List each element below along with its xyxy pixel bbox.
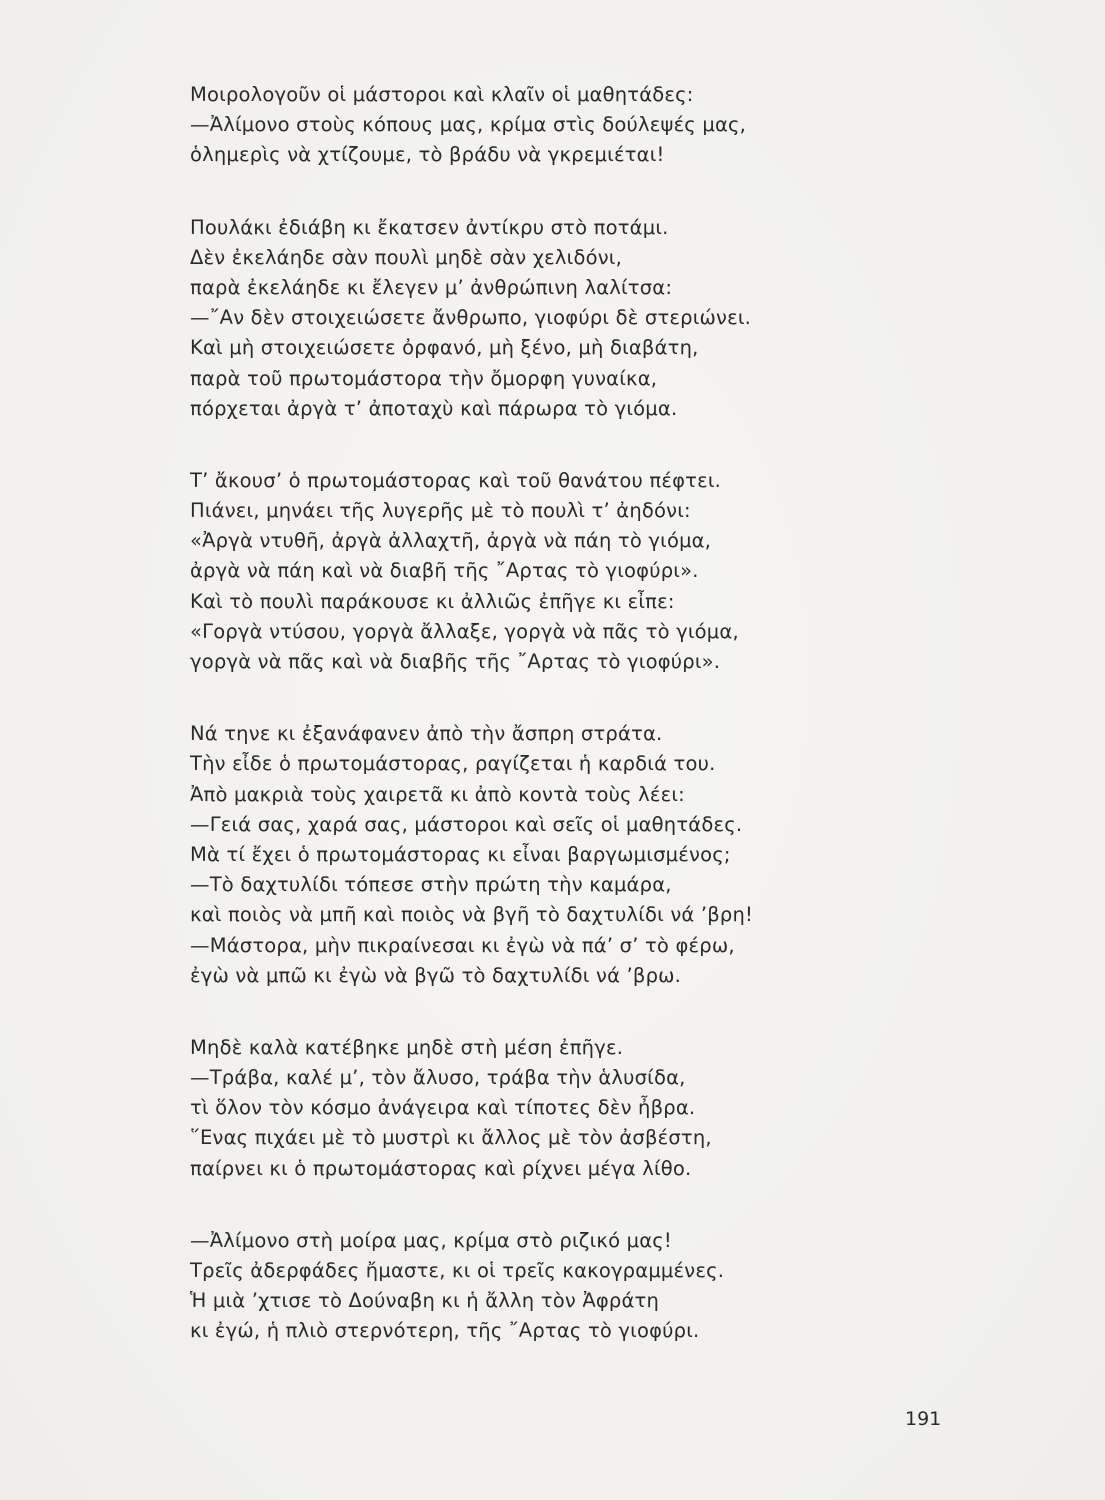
verse-line: παρὰ ἐκελάηδε κι ἔλεγεν μ’ ἀνθρώπινη λαλίτσα: — [190, 275, 673, 299]
verse-line: Μὰ τί ἔχει ὁ πρωτομάστορας κι εἶναι βαργωμισμένος; — [190, 842, 731, 866]
verse-line: Δὲν ἐκελάηδε σὰν πουλὶ μηδὲ σὰν χελιδόνι, — [190, 245, 622, 269]
verse-line: καὶ ποιὸς νὰ μπῆ καὶ ποιὸς νὰ βγῆ τὸ δαχτυλίδι νά ’βρη! — [190, 903, 754, 927]
verse-line: ἀργὰ νὰ πάη καὶ νὰ διαβῆ τῆς ῎Αρτας τὸ γιοφύρι». — [190, 559, 699, 583]
verse-line: Μοιρολογοῦν οἱ μάστοροι καὶ κλαῖν οἱ μαθητάδες: — [190, 83, 694, 106]
verse-line: ὁλημερὶς νὰ χτίζουμε, τὸ βράδυ νὰ γκρεμιέται! — [190, 143, 665, 167]
verse-line: Μηδὲ καλὰ κατέβηκε μηδὲ στὴ μέση ἐπῆγε. — [190, 1035, 624, 1059]
verse-line: τὶ ὅλον τὸν κόσμο ἀνάγειρα καὶ τίποτες δὲν ἦβρα. — [190, 1096, 696, 1120]
verse-line: παίρνει κι ὁ πρωτομάστορας καὶ ρίχνει μέγα λίθο. — [190, 1156, 692, 1180]
stanza-1 — [190, 80, 910, 171]
verse-line: παρὰ τοῦ πρωτομάστορα τὴν ὄμορφη γυναίκα, — [190, 366, 658, 390]
verse-line: ῞Ενας πιχάει μὲ τὸ μυστρὶ κι ἄλλος μὲ τὸν ἀσβέστη, — [190, 1126, 712, 1150]
verse-line: Ἀπὸ μακριὰ τοὺς χαιρετᾶ κι ἀπὸ κοντὰ τοὺς λέει: — [190, 782, 685, 806]
verse-line: —῎Αν δὲν στοιχειώσετε ἄνθρωπο, γιοφύρι δὲ στεριώνει. — [190, 306, 752, 330]
verse-line: κι ἐγώ, ἡ πλιὸ στερνότερη, τῆς ῎Αρτας τὸ γιοφύρι. — [190, 1319, 700, 1343]
verse-line: Καὶ μὴ στοιχειώσετε ὀρφανό, μὴ ξένο, μὴ διαβάτη, — [190, 336, 699, 360]
stanza-2 — [190, 213, 910, 424]
verse-line: ἐγὼ νὰ μπῶ κι ἐγὼ νὰ βγῶ τὸ δαχτυλίδι νά ’βρω. — [190, 963, 682, 987]
verse-line: —Μάστορα, μὴν πικραίνεσαι κι ἐγὼ νὰ πά’ σ’ τὸ φέρω, — [190, 933, 735, 957]
verse-line: «Γοργὰ ντύσου, γοργὰ ἄλλαξε, γοργὰ νὰ πᾶς τὸ γιόμα, — [190, 619, 739, 643]
verse-line: Τὴν εἶδε ὁ πρωτομάστορας, ραγίζεται ἡ καρδιά του. — [190, 752, 716, 776]
verse-line: —Τὸ δαχτυλίδι τόπεσε στὴν πρώτη τὴν καμάρα, — [190, 873, 672, 897]
verse-line: γοργὰ νὰ πᾶς καὶ νὰ διαβῆς τῆς ῎Αρτας τὸ γιοφύρι». — [190, 650, 721, 673]
stanza-5 — [190, 1033, 910, 1184]
stanza-3 — [190, 466, 910, 677]
verse-line: Τρεῖς ἀδερφάδες ἤμαστε, κι οἱ τρεῖς κακογραμμένες. — [190, 1259, 725, 1282]
stanza-4 — [190, 719, 910, 991]
verse-line: Καὶ τὸ πουλὶ παράκουσε κι ἀλλιῶς ἐπῆγε κι εἶπε: — [190, 589, 675, 613]
page-number: 191 — [905, 1408, 942, 1430]
verse-line: —Ἀλίμονο στὴ μοίρα μας, κρίμα στὸ ριζικό μας! — [190, 1228, 672, 1252]
verse-line: Πουλάκι ἐδιάβη κι ἔκατσεν ἀντίκρυ στὸ ποτάμι. — [190, 215, 669, 239]
verse-line: —Γειά σας, χαρά σας, μάστοροι καὶ σεῖς οἱ μαθητάδες. — [190, 812, 743, 836]
verse-line: Ἡ μιὰ ’χτισε τὸ Δούναβη κι ἡ ἄλλη τὸν Ἀφράτη — [190, 1289, 660, 1313]
verse-line: «Ἀργὰ ντυθῆ, ἀργὰ ἀλλαχτῆ, ἀργὰ νὰ πάη τὸ γιόμα, — [190, 529, 712, 553]
stanza-6 — [190, 1226, 910, 1347]
verse-line: Νά τηνε κι ἐξανάφανεν ἀπὸ τὴν ἄσπρη στράτα. — [190, 722, 663, 746]
verse-line: —Τράβα, καλέ μ’, τὸν ἄλυσο, τράβα τὴν ἁλυσίδα, — [190, 1066, 686, 1090]
verse-line: πόρχεται ἀργὰ τ’ ἀποταχὺ καὶ πάρωρα τὸ γιόμα. — [190, 396, 678, 420]
verse-line: Τ’ ἄκουσ’ ὁ πρωτομάστορας καὶ τοῦ θανάτου πέφτει. — [190, 468, 722, 492]
poem-text — [190, 80, 910, 1389]
verse-line: —Ἀλίμονο στοὺς κόπους μας, κρίμα στὶς δούλεψές μας, — [190, 113, 747, 137]
verse-line: Πιάνει, μηνάει τῆς λυγερῆς μὲ τὸ πουλὶ τ’ ἀηδόνι: — [190, 499, 691, 523]
